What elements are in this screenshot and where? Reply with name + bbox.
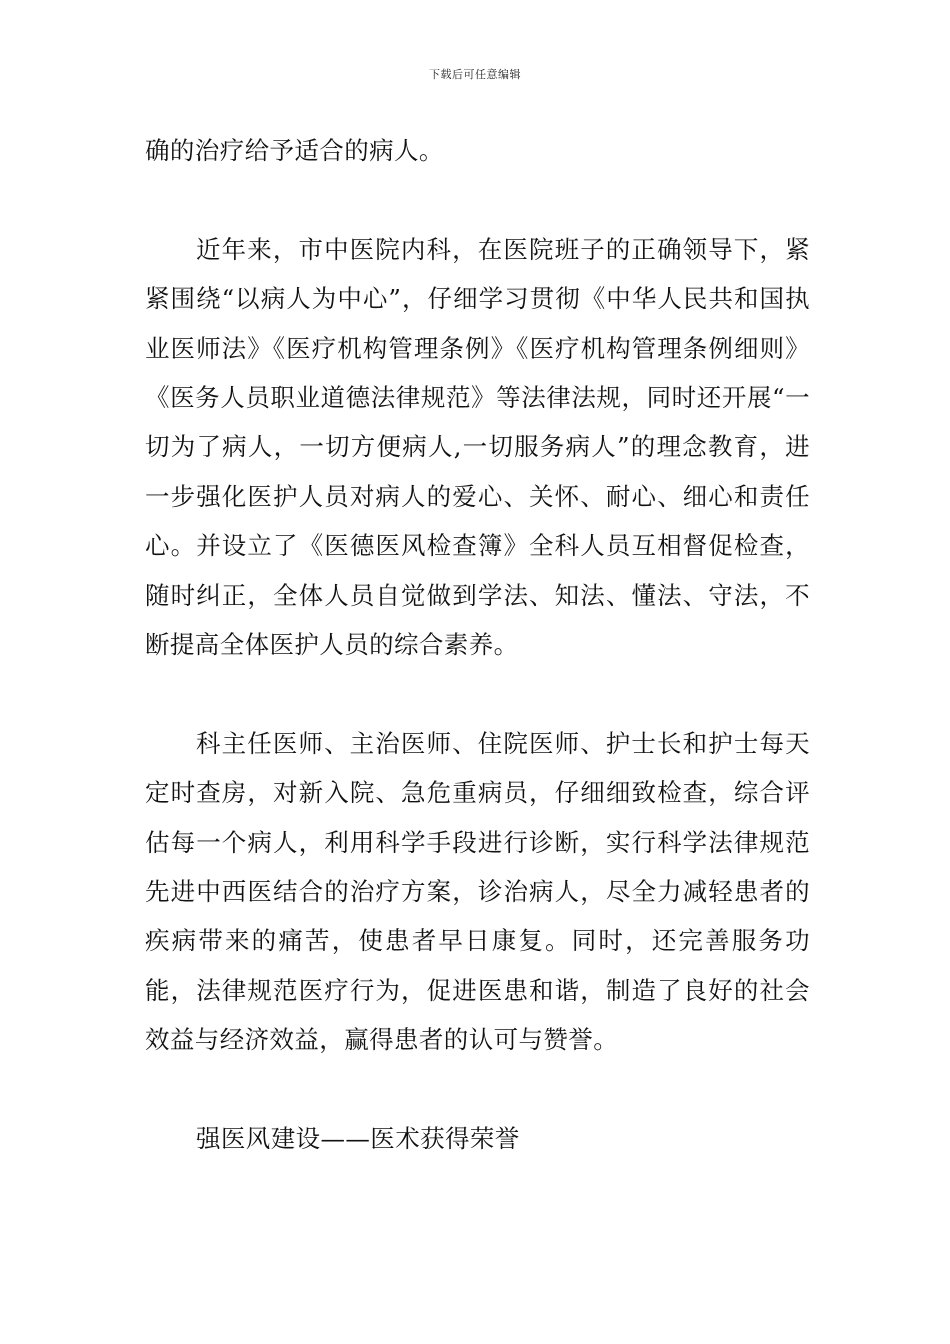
paragraph-spacer	[145, 175, 810, 224]
paragraph-ward-rounds: 科主任医师、主治医师、住院医师、护士长和护士每天定时查房，对新入院、急危重病员，仔细细致检查，综合评估每一个病人，利用科学手段进行诊断，实行科学法律规范先进中西医结合的治疗方案，诊治病人，尽全力减轻患者的疾病带来的痛苦，使患者早日康复。同时，还完善服务功能，法律规范医疗行为，促进医患和谐，制造了良好的社会效益与经济效益，赢得患者的认可与赞誉。	[145, 728, 810, 1055]
page-header-note: 下载后可任意编辑	[429, 68, 521, 81]
paragraph-internal-medicine: 近年来，市中医院内科，在医院班子的正确领导下，紧紧围绕“以病人为中心”，仔细学习贯彻《中华人民共和国执业医师法》《医疗机构管理条例》《医疗机构管理条例细则》《医务人员职业道德法律规范》等法律法规，同时还开展“一切为了病人，一切方便病人,一切服务病人”的理念教育，进一步强化医护人员对病人的爱心、关怀、耐心、细心和责任心。并设立了《医德医风检查簿》全科人员互相督促检查，随时纠正，全体人员自觉做到学法、知法、懂法、守法，不断提高全体医护人员的综合素养。	[145, 234, 810, 660]
paragraph-continuation: 确的治疗给予适合的病人。	[145, 136, 444, 165]
section-heading: 强医风建设——医术获得荣誉	[196, 1124, 520, 1154]
paragraph-spacer	[145, 669, 810, 718]
document-body	[145, 126, 810, 1163]
paragraph-spacer	[145, 1065, 810, 1114]
